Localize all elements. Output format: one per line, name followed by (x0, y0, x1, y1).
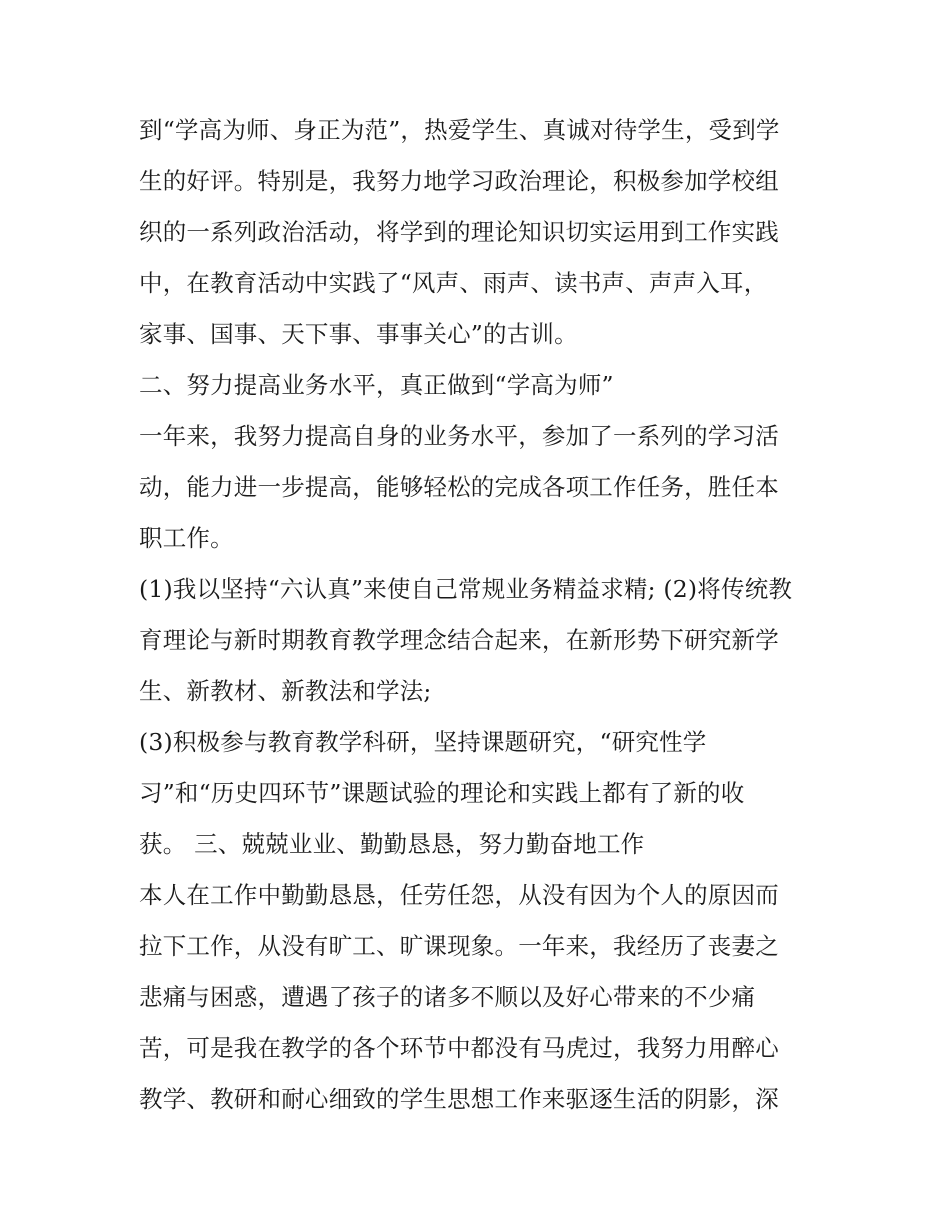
text-line: 教学、教研和耐心细致的学生思想工作来驱逐生活的阴影，深 (139, 1085, 779, 1113)
text-line: 生的好评。特别是，我努力地学习政治理论，积极参加学校组 (139, 167, 779, 195)
document-body (139, 105, 819, 1125)
text-line: 本人在工作中勤勤恳恳，任劳任怨，从没有因为个人的原因而 (139, 881, 779, 909)
text-line: (1)我以坚持“六认真”来使自己常规业务精益求精; (2)将传统教 (139, 575, 793, 603)
text-line: 职工作。 (139, 524, 234, 552)
text-line: 到“学高为师、身正为范”，热爱学生、真诚对待学生，受到学 (139, 116, 780, 144)
text-line: 生、新教材、新教法和学法; (139, 677, 432, 705)
text-line: 中，在教育活动中实践了“风声、雨声、读书声、声声入耳， (139, 269, 768, 297)
text-line: 动，能力进一步提高，能够轻松的完成各项工作任务，胜任本 (139, 473, 779, 501)
text-line: 一年来，我努力提高自身的业务水平，参加了一系列的学习活 (139, 422, 779, 450)
text-line: 育理论与新时期教育教学理念结合起来，在新形势下研究新学 (139, 626, 779, 654)
section-heading: 二、努力提高业务水平，真正做到“学高为师” (139, 371, 614, 399)
text-line: 习”和“历史四环节”课题试验的理论和实践上都有了新的收 (139, 779, 745, 807)
text-line: 织的一系列政治活动，将学到的理论知识切实运用到工作实践 (139, 218, 779, 246)
text-line: (3)积极参与教育教学科研，坚持课题研究，“研究性学 (139, 728, 707, 756)
text-line: 拉下工作，从没有旷工、旷课现象。一年来，我经历了丧妻之 (139, 932, 779, 960)
text-line: 苦，可是我在教学的各个环节中都没有马虎过，我努力用醉心 (139, 1034, 779, 1062)
text-line: 悲痛与困惑，遭遇了孩子的诸多不顺以及好心带来的不少痛 (139, 983, 756, 1011)
text-line: 家事、国事、天下事、事事关心”的古训。 (139, 320, 578, 348)
text-line: 获。 三、兢兢业业、勤勤恳恳，努力勤奋地工作 (139, 830, 645, 858)
